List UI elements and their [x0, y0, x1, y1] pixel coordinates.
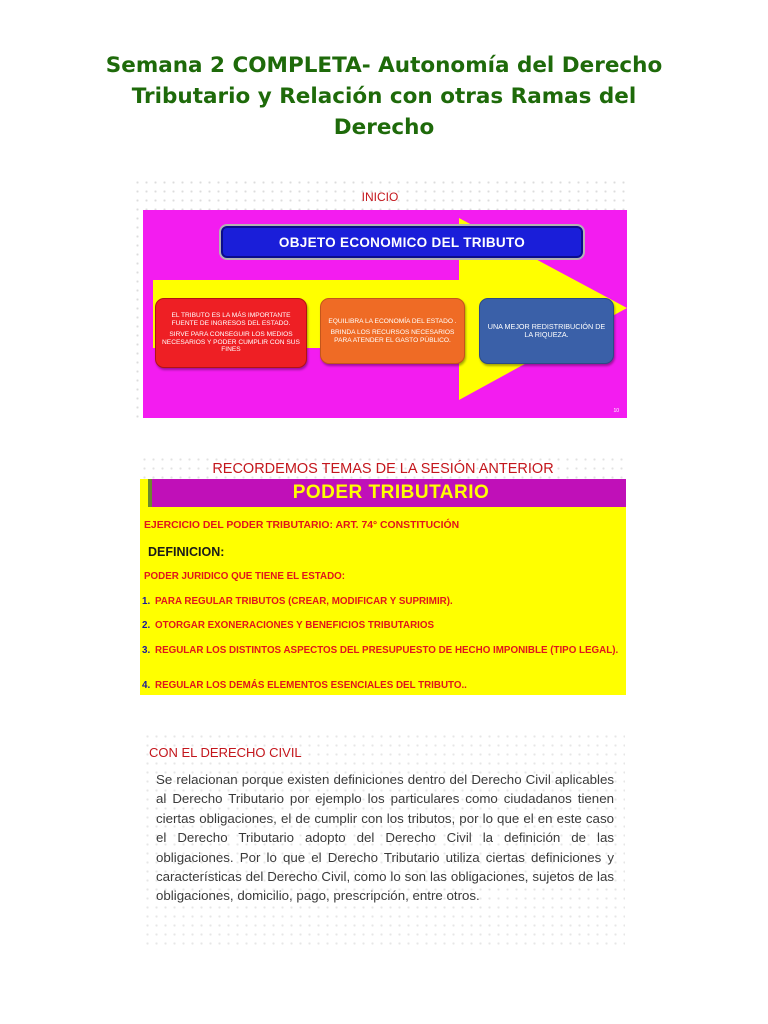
slide2-item-text: PARA REGULAR TRIBUTOS (CREAR, MODIFICAR Y SUPRIMIR). [155, 596, 453, 607]
slide2-background [140, 479, 626, 695]
box2-text-1: EQUILIBRA LA ECONOMÍA DEL ESTADO . [328, 317, 457, 325]
slide1-header: OBJETO ECONOMICO DEL TRIBUTO [219, 224, 585, 260]
slide3-body-text: Se relacionan porque existen definiciones dentro del Derecho Civil aplicables al Derecho Tributario por ejemplo los particulares como ciudadanos tienen ciertas obligaciones, el de cumplir con los tributos, por lo que el en este caso el Derecho Tributario adopto del Derecho Civil la definición de las obligaciones. Por lo que el Derecho Tributario utiliza ciertas definiciones y características del Derecho Civil, como lo son las obligaciones, sujetos de las obligaciones, domicilio, pago, prescripción, entre otros. [156, 772, 614, 904]
slide2-item [142, 680, 622, 691]
document-title-line-1: Semana 2 COMPLETA- Autonomía del Derecho [105, 53, 663, 78]
slide-derecho-civil [143, 732, 625, 947]
slide1-label: INICIO [361, 190, 399, 204]
slide1-page-number: 10 [613, 408, 619, 414]
slide-poder-tributario [140, 455, 626, 695]
slide2-intro: PODER JURIDICO QUE TIENE EL ESTADO: [144, 571, 346, 582]
slide2-label: RECORDEMOS TEMAS DE LA SESIÓN ANTERIOR [212, 461, 554, 477]
slide2-item-number: 4. [142, 680, 151, 691]
document-title [40, 50, 728, 143]
slide2-exercise: EJERCICIO DEL PODER TRIBUTARIO: ART. 74° CONSTITUCIÓN [144, 520, 460, 531]
slide2-item [142, 620, 622, 631]
slide2-item-text: OTORGAR EXONERACIONES Y BENEFICIOS TRIBUTARIOS [155, 620, 435, 631]
slide3-title: CON EL DERECHO CIVIL [149, 745, 302, 760]
slide-objeto-economico [133, 178, 627, 418]
slide2-item [142, 596, 622, 607]
box2-text-2: BRINDA LOS RECURSOS NECESARIOS PARA ATENDER EL GASTO PÚBLICO. [330, 329, 455, 344]
document-title-line-3: Derecho [333, 115, 435, 140]
box-fuente-ingresos [155, 298, 307, 368]
document-title-line-2: Tributario y Relación con otras Ramas del [131, 84, 637, 109]
slide2-definition-heading: DEFINICION: [148, 545, 225, 559]
slide2-item-number: 2. [142, 620, 151, 631]
slide2-item-text: REGULAR LOS DISTINTOS ASPECTOS DEL PRESUPUESTO DE HECHO IMPONIBLE (TIPO LEGAL). [155, 645, 619, 656]
slide2-item-number: 1. [142, 596, 151, 607]
box-equilibra-economia [320, 298, 465, 364]
box-redistribucion [479, 298, 614, 364]
slide2-banner: PODER TRIBUTARIO [148, 479, 626, 507]
slide2-item-number: 3. [142, 645, 151, 656]
box3-text: UNA MEJOR REDISTRIBUCIÓN DE LA RIQUEZA. [487, 321, 606, 339]
box1-text-2: SIRVE PARA CONSEGUIR LOS MEDIOS NECESARIOS Y PODER CUMPLIR CON SUS FINES [162, 331, 300, 354]
slide2-item [142, 645, 622, 656]
box1-text-1: EL TRIBUTO ES LA MÁS IMPORTANTE FUENTE DE INGRESOS DEL ESTADO. [171, 312, 291, 327]
slide2-item-text: REGULAR LOS DEMÁS ELEMENTOS ESENCIALES DEL TRIBUTO.. [155, 680, 467, 691]
